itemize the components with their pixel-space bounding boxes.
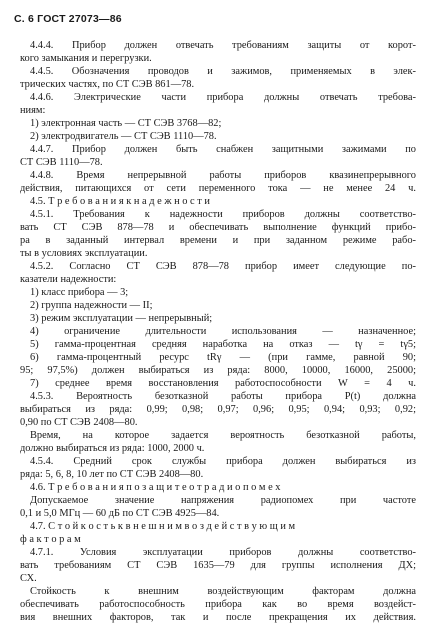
section-heading: ф а к т о р а м (20, 534, 81, 545)
text-line: 2) электродвигатель — СТ СЭВ 1110—78. (30, 131, 217, 142)
text-line: 1) электронная часть — СТ СЭВ 3768—82; (30, 118, 222, 129)
text-line: обеспечивать работоспособность прибора как во время воздейст- (20, 599, 416, 610)
text-line: 5) гамма-процентная средняя наработка на отказ — tγ = tγ5; (30, 339, 416, 350)
text-line: ра в заданный интервал времени и при заданном режиме рабо- (20, 235, 416, 246)
text-line: ты в условиях эксплуатации. (20, 248, 148, 259)
text-line: ниям: (20, 105, 46, 116)
text-line: 0,90 по СТ СЭВ 2408—80. (20, 417, 138, 428)
text-line: Стойкость к внешним воздействующим факторам должна (30, 586, 416, 597)
text-line: трических частях, по СТ СЭВ 861—78. (20, 79, 195, 90)
text-line: 2) группа надежности — II; (30, 300, 153, 311)
text-line: 7) среднее время восстановления работоспособности W = 4 ч. (30, 378, 416, 389)
text-line: казатели надежности: (20, 274, 117, 285)
text-line: действия, питающихся от сети переменного тока — не менее 24 ч. (20, 183, 416, 194)
text-line: 4.5.1. Требования к надежности приборов должны соответство- (30, 209, 416, 220)
text-line: 4) ограничение длительности использования — назначенное; (30, 326, 416, 337)
text-line: должно выбираться из ряда: 1000, 2000 ч. (20, 443, 205, 454)
page-header: С. 6 ГОСТ 27073—86 (14, 13, 122, 25)
section-heading: 4.5. Т р е б о в а н и я к н а д е ж н о с т и (30, 196, 210, 207)
text-line: вать СТ СЭВ 878—78 и обеспечивать выполнение функций прибо- (20, 222, 416, 233)
text-line: 1) класс прибора — 3; (30, 287, 129, 298)
text-line: Время, на которое задается вероятность безотказной работы, (30, 430, 416, 441)
text-line: 4.7.1. Условия эксплуатации приборов должны соответство- (30, 547, 416, 558)
text-line: СТ СЭВ 1110—78. (20, 157, 103, 168)
text-line: СХ. (20, 573, 37, 584)
section-heading: 4.7. С т о й к о с т ь к в н е ш н и м в о з д е й с т в у ю щ и м (30, 521, 296, 532)
text-line: 4.4.4. Прибор должен отвечать требованиям защиты от корот- (30, 40, 416, 51)
text-line: выбираться из ряда: 0,99; 0,98; 0,97; 0,96; 0,95; 0,94; 0,93; 0,92; (20, 404, 416, 415)
text-line: 4.4.5. Обозначения проводов и зажимов, применяемых в элек- (30, 66, 416, 77)
text-line: 4.4.8. Время непрерывной работы приборов квазинепрерывного (30, 170, 416, 181)
text-line: 4.4.6. Электрические части прибора должны отвечать требова- (30, 92, 416, 103)
text-line: 4.5.4. Средний срок службы прибора должен выбираться из (30, 456, 416, 467)
text-line: 95; 97,5%) должен выбираться из ряда: 8000, 10000, 16000, 25000; (20, 365, 416, 376)
text-line: кого замыкания и перегрузки. (20, 53, 152, 64)
text-line: вать требованиям СТ СЭВ 1635—79 для группы исполнения ДХ; (20, 560, 416, 571)
text-line: 3) режим эксплуатации — непрерывный; (30, 313, 213, 324)
text-line: 4.5.2. Согласно СТ СЭВ 878—78 прибор имеет следующие по- (30, 261, 416, 272)
text-line: 0,1 и 5,0 МГц — 60 дБ по СТ СЭВ 4925—84. (20, 508, 220, 519)
text-line: 4.4.7. Прибор должен быть снабжен защитными зажимами по (30, 144, 416, 155)
section-heading: 4.6. Т р е б о в а н и я п о з а щ и т е о т р а д и о п о м е х (30, 482, 281, 493)
text-line: вия внешних факторов, так и после прекращения их действия. (20, 612, 416, 623)
text-line: 4.5.3. Вероятность безотказной работы прибора P(t) должна (30, 391, 416, 402)
text-line: 6) гамма-процентный ресурс tRγ — (при гамме, равной 90; (30, 352, 416, 363)
text-line: Допускаемое значение напряжения радиопомех при частоте (30, 495, 416, 506)
text-line: ряда: 5, 6, 8, 10 лет по СТ СЭВ 2408—80. (20, 469, 204, 480)
